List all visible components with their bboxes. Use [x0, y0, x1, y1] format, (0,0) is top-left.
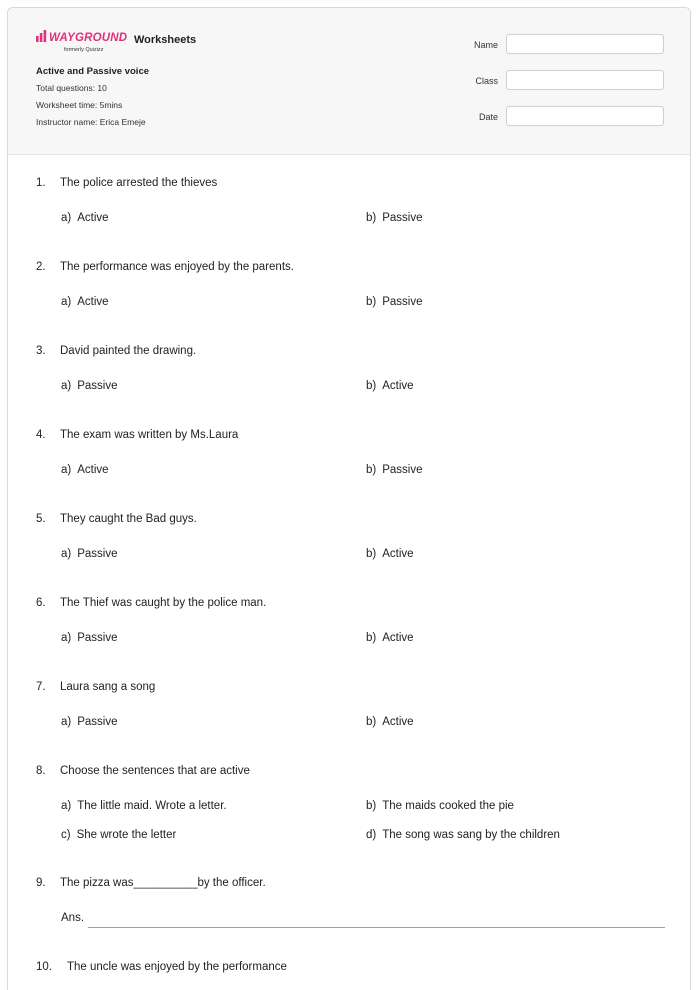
- option-letter: a): [61, 800, 72, 812]
- option-letter: a): [61, 464, 72, 476]
- option-text: Active: [77, 464, 109, 476]
- option-letter: a): [61, 380, 72, 392]
- option-letter: a): [61, 212, 72, 224]
- question-number: 5.: [36, 513, 46, 525]
- option-b[interactable]: [366, 212, 423, 224]
- option-text: Passive: [77, 632, 118, 644]
- logo-tagline: formerly Quizizz: [64, 47, 104, 53]
- option-a[interactable]: [61, 548, 118, 560]
- question-number: 4.: [36, 429, 46, 441]
- total-questions: Total questions: 10: [36, 83, 107, 93]
- option-letter: b): [366, 548, 377, 560]
- worksheet-title: Active and Passive voice: [36, 66, 150, 77]
- option-letter: a): [61, 716, 72, 728]
- option-b[interactable]: [366, 548, 414, 560]
- question-number: 6.: [36, 597, 46, 609]
- option-b[interactable]: [366, 716, 414, 728]
- option-d[interactable]: [366, 829, 560, 841]
- option-letter: b): [366, 212, 377, 224]
- question-number: 2.: [36, 261, 46, 273]
- worksheet-meta: [36, 66, 149, 134]
- question-text: [36, 961, 676, 973]
- question-number: 10.: [36, 961, 52, 973]
- option-text: Active: [382, 380, 414, 392]
- option-a[interactable]: [61, 716, 118, 728]
- question-text: [36, 597, 676, 609]
- option-b[interactable]: [366, 296, 423, 308]
- question-8: [36, 765, 676, 841]
- option-letter: a): [61, 296, 72, 308]
- name-label: Name: [473, 40, 498, 50]
- worksheet-header: [8, 8, 690, 155]
- option-c[interactable]: [61, 829, 176, 841]
- option-letter: b): [366, 800, 377, 812]
- option-text: The little maid. Wrote a letter.: [77, 800, 227, 812]
- date-field-row: [364, 106, 664, 128]
- question-5: [36, 513, 676, 560]
- question-text: [36, 681, 676, 693]
- class-label: Class: [475, 76, 498, 86]
- question-text: [36, 345, 676, 357]
- question-text: [36, 429, 676, 441]
- logo-mark-icon: [36, 30, 50, 44]
- option-letter: a): [61, 632, 72, 644]
- option-b[interactable]: [366, 632, 414, 644]
- option-text: Passive: [382, 212, 423, 224]
- question-prompt: The pizza was__________by the officer.: [60, 877, 266, 889]
- option-b[interactable]: [366, 800, 514, 812]
- option-text: Active: [77, 296, 109, 308]
- option-letter: b): [366, 464, 377, 476]
- date-input[interactable]: [506, 106, 664, 126]
- option-text: Passive: [77, 548, 118, 560]
- question-prompt: They caught the Bad guys.: [60, 513, 197, 525]
- date-label: Date: [478, 112, 498, 122]
- question-6: [36, 597, 676, 644]
- option-letter: a): [61, 548, 72, 560]
- question-text: [36, 877, 676, 889]
- question-prompt: David painted the drawing.: [60, 345, 197, 357]
- option-b[interactable]: [366, 464, 423, 476]
- option-text: Passive: [77, 380, 118, 392]
- option-text: Passive: [382, 296, 423, 308]
- worksheets-label: Worksheets: [134, 34, 197, 46]
- option-text: The maids cooked the pie: [382, 800, 514, 812]
- question-prompt: The exam was written by Ms.Laura: [60, 429, 239, 441]
- question-number: 1.: [36, 177, 46, 189]
- option-letter: d): [366, 829, 377, 841]
- question-prompt: Choose the sentences that are active: [60, 765, 250, 777]
- option-text: She wrote the letter: [76, 829, 177, 841]
- option-letter: b): [366, 296, 377, 308]
- option-text: Active: [382, 716, 414, 728]
- option-a[interactable]: [61, 212, 109, 224]
- option-a[interactable]: [61, 800, 227, 812]
- question-prompt: The police arrested the thieves: [60, 177, 218, 189]
- option-letter: c): [61, 829, 71, 841]
- question-prompt: Laura sang a song: [60, 681, 156, 693]
- option-text: Active: [382, 548, 414, 560]
- question-4: [36, 429, 676, 476]
- answer-line[interactable]: [88, 927, 665, 928]
- worksheet-time: Worksheet time: 5mins: [36, 100, 123, 110]
- question-prompt: The uncle was enjoyed by the performance: [67, 961, 287, 973]
- option-text: Passive: [77, 716, 118, 728]
- option-a[interactable]: [61, 380, 118, 392]
- option-text: Active: [77, 212, 109, 224]
- question-number: 8.: [36, 765, 46, 777]
- question-text: [36, 177, 676, 189]
- question-9: [36, 877, 676, 924]
- question-3: [36, 345, 676, 392]
- question-text: [36, 765, 676, 777]
- question-number: 9.: [36, 877, 46, 889]
- question-prompt: The Thief was caught by the police man.: [60, 597, 267, 609]
- name-input[interactable]: [506, 34, 664, 54]
- option-letter: b): [366, 632, 377, 644]
- logo-wordmark: WAYGROUND: [49, 32, 128, 44]
- question-7: [36, 681, 676, 728]
- option-a[interactable]: [61, 296, 109, 308]
- worksheet-page: [7, 7, 691, 990]
- option-b[interactable]: [366, 380, 414, 392]
- class-field-row: [364, 70, 664, 92]
- option-text: Passive: [382, 464, 423, 476]
- option-letter: b): [366, 380, 377, 392]
- class-input[interactable]: [506, 70, 664, 90]
- option-text: Active: [382, 632, 414, 644]
- option-a[interactable]: [61, 464, 109, 476]
- option-text: The song was sang by the children: [382, 829, 560, 841]
- question-prompt: The performance was enjoyed by the parents.: [60, 261, 294, 273]
- option-letter: b): [366, 716, 377, 728]
- question-number: 7.: [36, 681, 46, 693]
- name-field-row: [364, 34, 664, 56]
- instructor-name: Instructor name: Erica Emeje: [36, 117, 146, 127]
- question-10: [36, 961, 676, 973]
- option-a[interactable]: [61, 632, 118, 644]
- answer-label: Ans.: [61, 912, 85, 924]
- question-1: [36, 177, 676, 224]
- question-number: 3.: [36, 345, 46, 357]
- question-2: [36, 261, 676, 308]
- question-text: [36, 261, 676, 273]
- question-text: [36, 513, 676, 525]
